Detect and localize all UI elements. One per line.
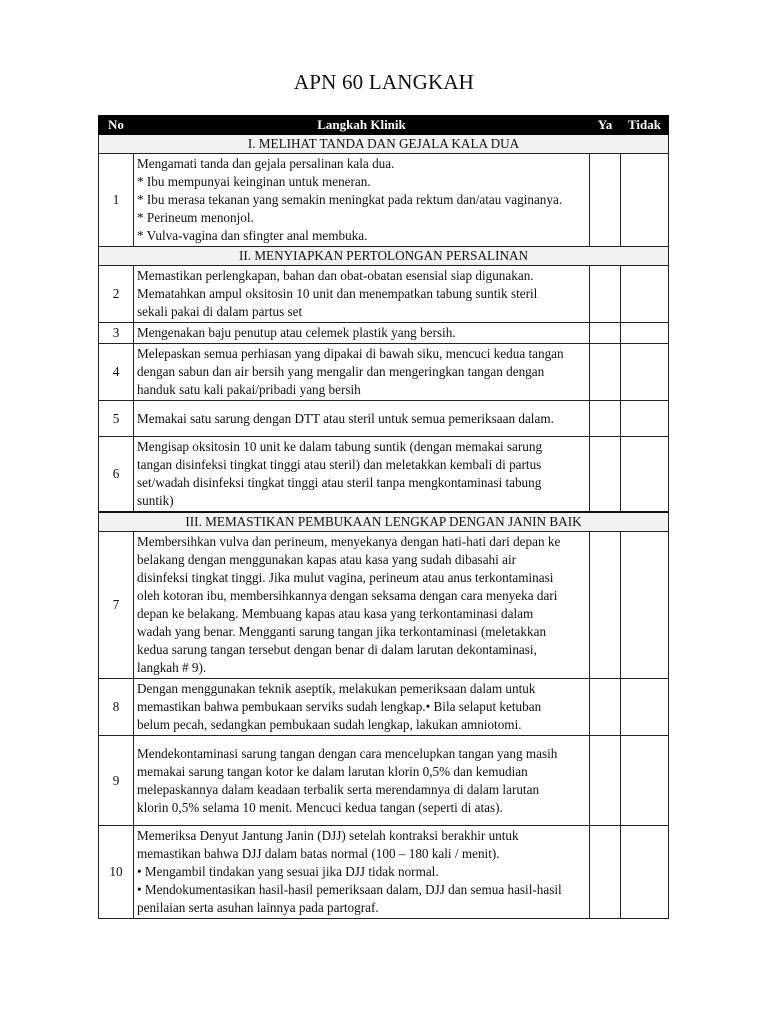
step-text-line: • Mendokumentasikan hasil-hasil pemeriksaan dalam, DJJ dan semua hasil-hasil (137, 882, 562, 897)
tidak-checkbox-cell[interactable] (621, 154, 669, 247)
tidak-checkbox-cell[interactable] (621, 679, 669, 736)
table-row (99, 266, 669, 323)
step-text-line: belum pecah, sedangkan pembukaan sudah lengkap, lakukan amniotomi. (137, 717, 522, 732)
step-text-line: sekali pakai di dalam partus set (137, 304, 303, 319)
step-number: 7 (99, 532, 134, 679)
page-title: APN 60 LANGKAH (293, 70, 475, 94)
table-row (99, 154, 669, 247)
ya-checkbox-cell[interactable] (590, 401, 621, 437)
step-description (134, 532, 590, 679)
table-row (99, 679, 669, 736)
section-header-row (99, 512, 669, 532)
ya-checkbox-cell[interactable] (590, 532, 621, 679)
step-text-line: suntik) (137, 493, 174, 508)
tidak-checkbox-cell[interactable] (621, 437, 669, 513)
step-number: 9 (99, 736, 134, 826)
step-number: 3 (99, 323, 134, 344)
ya-checkbox-cell[interactable] (590, 736, 621, 826)
step-text-line: Mendekontaminasi sarung tangan dengan cara mencelupkan tangan yang masih (137, 745, 558, 761)
step-number: 5 (99, 401, 134, 437)
table-row (99, 344, 669, 401)
section-title: II. MENYIAPKAN PERTOLONGAN PERSALINAN (99, 247, 669, 266)
step-text-line: * Ibu mempunyai keinginan untuk meneran. (137, 174, 371, 189)
step-description (134, 344, 590, 401)
section-header-row (99, 247, 669, 266)
ya-checkbox-cell[interactable] (590, 323, 621, 344)
step-text-line: memastikan bahwa DJJ dalam batas normal (100 – 180 kali / menit). (137, 846, 500, 861)
step-text-line: Mengenakan baju penutup atau celemek plastik yang bersih. (137, 325, 456, 340)
step-text-line: oleh kotoran ibu, membersihkannya dengan seksama dengan cara menyeka dari (137, 588, 558, 603)
step-description (134, 736, 590, 826)
step-text-line: Memeriksa Denyut Jantung Janin (DJJ) setelah kontraksi berakhir untuk (137, 828, 519, 843)
step-text-line: Melepaskan semua perhiasan yang dipakai di bawah siku, mencuci kedua tangan (137, 346, 564, 361)
checklist-table (98, 115, 669, 919)
step-text-line: belakang dengan menggunakan kapas atau kasa yang sudah dibasahi air (137, 552, 517, 567)
step-text-line: kedua sarung tangan tersebut dengan benar di dalam larutan dekontaminasi, (137, 642, 537, 657)
step-number: 2 (99, 266, 134, 323)
step-text-line: * Vulva-vagina dan sfingter anal membuka. (137, 228, 368, 243)
step-text-line: depan ke belakang. Membuang kapas atau kasa yang terkontaminasi dalam (137, 606, 534, 621)
tidak-checkbox-cell[interactable] (621, 401, 669, 437)
step-text-line: Mengamati tanda dan gejala persalinan kala dua. (137, 156, 395, 171)
step-text-line: disinfeksi tingkat tinggi. Jika mulut vagina, perineum atau anus terkontaminasi (137, 570, 554, 585)
step-text-line: • Mengambil tindakan yang sesuai jika DJJ tidak normal. (137, 864, 439, 879)
step-description (134, 437, 590, 513)
tidak-checkbox-cell[interactable] (621, 736, 669, 826)
ya-checkbox-cell[interactable] (590, 266, 621, 323)
ya-checkbox-cell[interactable] (590, 344, 621, 401)
header-tidak: Tidak (621, 116, 669, 135)
step-description (134, 401, 590, 437)
table-row (99, 532, 669, 679)
section-title: I. MELIHAT TANDA DAN GEJALA KALA DUA (99, 135, 669, 154)
step-text-line: * Ibu merasa tekanan yang semakin meningkat pada rektum dan/atau vaginanya. (137, 192, 563, 207)
table-row (99, 437, 669, 513)
step-text-line: Dengan menggunakan teknik aseptik, melakukan pemeriksaan dalam untuk (137, 681, 536, 696)
step-text-line: handuk satu kali pakai/pribadi yang bersih (137, 382, 361, 397)
step-description (134, 679, 590, 736)
ya-checkbox-cell[interactable] (590, 437, 621, 513)
step-text-line: langkah # 9). (137, 660, 207, 675)
step-number: 1 (99, 154, 134, 247)
step-text-line: tangan disinfeksi tingkat tinggi atau steril) dan meletakkan kembali di partus (137, 457, 542, 472)
table-row (99, 401, 669, 437)
table-body (99, 135, 669, 919)
step-text-line: Mematahkan ampul oksitosin 10 unit dan menempatkan tabung suntik steril (137, 286, 538, 301)
step-text-line: memakai sarung tangan kotor ke dalam larutan klorin 0,5% dan kemudian (137, 763, 528, 779)
tidak-checkbox-cell[interactable] (621, 826, 669, 919)
step-number: 4 (99, 344, 134, 401)
table-row (99, 736, 669, 826)
header-ya: Ya (590, 116, 621, 135)
step-text-line: Mengisap oksitosin 10 unit ke dalam tabung suntik (dengan memakai sarung (137, 439, 543, 454)
step-number: 6 (99, 437, 134, 513)
step-text-line: Membersihkan vulva dan perineum, menyekanya dengan hati-hati dari depan ke (137, 534, 561, 549)
step-text-line: wadah yang benar. Mengganti sarung tangan jika terkontaminasi (meletakkan (137, 624, 547, 639)
step-text-line: dengan sabun dan air bersih yang mengalir dan mengeringkan tangan dengan (137, 364, 545, 379)
step-description (134, 154, 590, 247)
tidak-checkbox-cell[interactable] (621, 266, 669, 323)
tidak-checkbox-cell[interactable] (621, 344, 669, 401)
tidak-checkbox-cell[interactable] (621, 532, 669, 679)
step-text-line: penilaian serta asuhan lainnya pada partograf. (137, 900, 379, 915)
step-text-line: * Perineum menonjol. (137, 210, 254, 225)
step-text-line: memastikan bahwa pembukaan serviks sudah lengkap.• Bila selaput ketuban (137, 699, 542, 714)
table-row (99, 323, 669, 344)
step-text-line: melepaskannya dalam keadaan terbalik serta merendamnya di dalam larutan (137, 781, 540, 797)
step-number: 8 (99, 679, 134, 736)
table-row (99, 826, 669, 919)
header-step: Langkah Klinik (134, 116, 590, 135)
step-number: 10 (99, 826, 134, 919)
tidak-checkbox-cell[interactable] (621, 323, 669, 344)
step-text-line: set/wadah disinfeksi tingkat tinggi atau steril tanpa mengkontaminasi tabung (137, 475, 542, 490)
ya-checkbox-cell[interactable] (590, 826, 621, 919)
step-text-line: Memakai satu sarung dengan DTT atau steril untuk semua pemeriksaan dalam. (137, 410, 554, 426)
step-description (134, 323, 590, 344)
step-text-line: Memastikan perlengkapan, bahan dan obat-obatan esensial siap digunakan. (137, 268, 534, 283)
step-description (134, 266, 590, 323)
ya-checkbox-cell[interactable] (590, 679, 621, 736)
step-description (134, 826, 590, 919)
ya-checkbox-cell[interactable] (590, 154, 621, 247)
section-header-row (99, 135, 669, 154)
table-header (99, 116, 669, 135)
header-no: No (99, 116, 134, 135)
step-text-line: klorin 0,5% selama 10 menit. Mencuci kedua tangan (seperti di atas). (137, 799, 503, 815)
section-title: III. MEMASTIKAN PEMBUKAAN LENGKAP DENGAN JANIN BAIK (99, 512, 669, 532)
